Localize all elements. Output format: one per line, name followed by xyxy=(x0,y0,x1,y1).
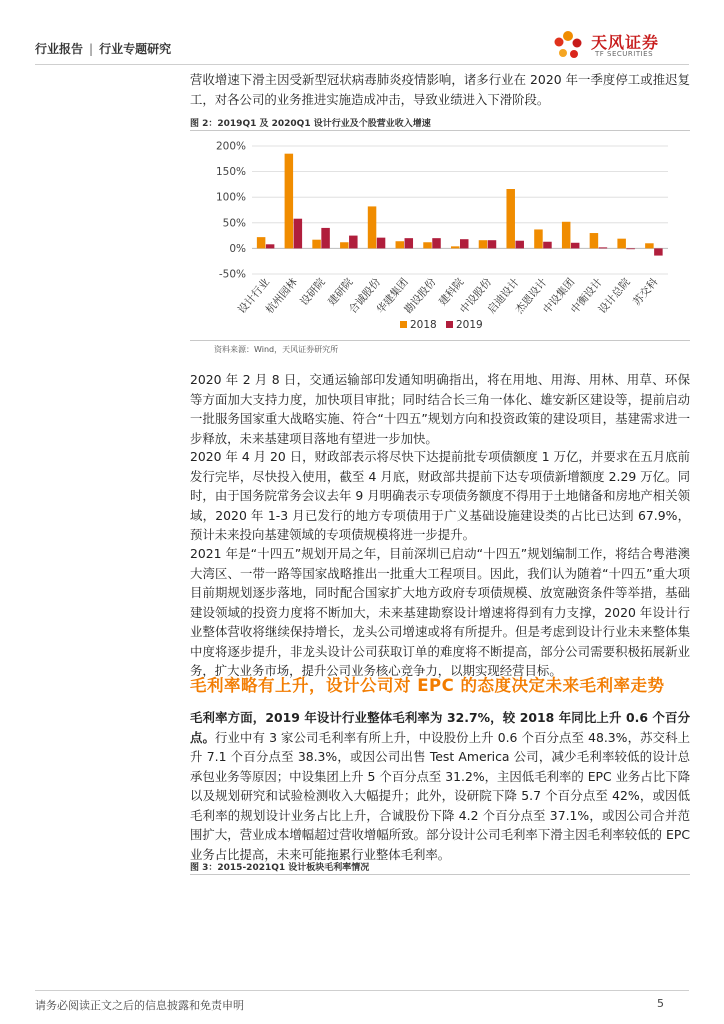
bar-2018-3 xyxy=(340,242,349,248)
paragraph-14th-five-year: 2021 年是“十四五”规划开局之年，目前深圳已启动“十四五”规划编制工作，将结合粤港澳大湾区、一带一路等国家战略推出一批重大工程项目。因此，我们认为随着“十四五”重大项目前期规划逐步落地，同时配合国家扩大地方政府专项债规模、放宽融资条件等举措，基础建设领域的投资力度将不断加大，未来基建勘察设计增速将得到有力支撑，2020 年设计行业整体营收将继续保持增长，龙头公司增速或将有所提升。但是考虑到设计行业未来整体集中度将逐步提升，非龙头设计公司获取订单的难度将不断提高，部分公司需要积极拓展新业务，扩大业务市场，提升公司业务核心竞争力，以期实现经营目标。 xyxy=(190,546,690,678)
bar-2019-3 xyxy=(349,236,358,249)
bar-2018-1 xyxy=(285,154,294,249)
tf-securities-logo xyxy=(549,26,689,62)
bar-2018-11 xyxy=(562,222,571,249)
y-tick-label: 50% xyxy=(222,217,246,230)
x-tick-label: 中设股份 xyxy=(457,276,495,317)
bar-2018-13 xyxy=(617,239,626,249)
x-tick-label: 中设集团 xyxy=(541,276,578,317)
revenue-growth-chart xyxy=(190,132,690,340)
bar-2019-8 xyxy=(488,240,497,248)
x-tick-label: 杰恩设计 xyxy=(513,276,550,317)
figure2-source: 资料来源：Wind，天风证券研究所 xyxy=(214,345,339,354)
legend-label-2018: 2018 xyxy=(410,319,437,331)
bar-2019-12 xyxy=(599,247,608,248)
paragraph-special-bonds: 2020 年 4 月 20 日，财政部表示将尽快下达提前批专项债额度 1 万亿，并要求在五月底前发行完毕，尽快投入使用，截至 4 月底，财政部共提前下达专项债新增额度 2.29 万亿。同时，由于国务院常务会议去年 9 月明确表示专项债务额度不得用于土地储备和房地产相关领域，2020 年 1-3 月已发行的地方专项债用于广义基础设施建设类的占比已达到 67.9%，预计未来投向基建领域的专项债规模将进一步提升。 xyxy=(190,449,690,542)
page-number: 5 xyxy=(657,997,664,1010)
bar-2018-9 xyxy=(506,189,515,248)
x-tick-label: 华建集团 xyxy=(374,276,411,317)
section-title: 毛利率略有上升，设计公司对 EPC 的态度决定未来毛利率走势 xyxy=(190,676,665,695)
bar-2018-6 xyxy=(423,242,432,248)
report-subtype: 行业专题研究 xyxy=(99,42,172,56)
bar-2019-6 xyxy=(432,238,441,248)
y-tick-label: 200% xyxy=(215,140,246,153)
paragraph-gross-margin xyxy=(190,708,690,864)
gross-margin-lead: 毛利率方面，2019 年设计行业整体毛利率为 32.7%，较 2018 年同比上升 0.6 个百分点。 xyxy=(190,710,690,745)
legend-label-2019: 2019 xyxy=(456,319,483,331)
bar-2018-2 xyxy=(312,240,321,249)
bar-2018-0 xyxy=(257,237,266,248)
bar-2019-2 xyxy=(321,228,330,248)
bar-2018-14 xyxy=(645,243,654,248)
footer-disclaimer: 请务必阅读正文之后的信息披露和免责申明 xyxy=(35,999,244,1012)
bar-2018-10 xyxy=(534,229,543,248)
paragraph-transport-ministry: 2020 年 2 月 8 日，交通运输部印发通知明确指出，将在用地、用海、用林、用草、环保等方面加大支持力度，加快项目审批；同时结合长三角一体化、雄安新区建设等，提前启动一批服务国家重大战略实施、符合“十四五”规划方向和投资政策的建设项目，基建需求进一步释放，未来基建项目落地有望进一步加快。 xyxy=(190,372,690,446)
bar-2018-5 xyxy=(396,241,405,248)
bar-2019-0 xyxy=(266,244,275,248)
bar-2019-5 xyxy=(405,238,414,248)
bar-2019-4 xyxy=(377,238,386,249)
x-tick-label: 建研院 xyxy=(325,276,356,309)
legend-swatch-2018 xyxy=(400,321,407,328)
header-divider xyxy=(35,64,689,65)
x-tick-label: 建科院 xyxy=(436,276,467,309)
figure2-top-rule xyxy=(190,130,690,131)
x-tick-label: 苏交科 xyxy=(630,276,661,309)
figure2-title: 图 2：2019Q1 及 2020Q1 设计行业及个股营业收入增速 xyxy=(190,119,431,129)
x-tick-label: 设计总院 xyxy=(596,276,633,317)
intro-paragraph: 营收增速下滑主因受新型冠状病毒肺炎疫情影响，诸多行业在 2020 年一季度停工或推迟复工，对各公司的业务推进实施造成冲击，导致业绩进入下滑阶段。 xyxy=(190,72,690,107)
footer-divider xyxy=(35,990,689,991)
bar-2019-1 xyxy=(294,219,303,249)
header-separator: | xyxy=(89,42,94,56)
bar-2018-12 xyxy=(590,233,599,248)
bar-2019-14 xyxy=(654,248,663,255)
bar-2018-4 xyxy=(368,206,377,248)
x-tick-label: 杭州园林 xyxy=(263,276,300,317)
legend-swatch-2019 xyxy=(446,321,453,328)
figure2-bottom-rule xyxy=(190,340,690,341)
y-tick-label: 0% xyxy=(229,242,246,255)
x-tick-label: 中衡设计 xyxy=(568,276,605,317)
report-header xyxy=(35,40,171,57)
figure3-top-rule xyxy=(190,874,690,875)
bar-2019-10 xyxy=(543,242,552,249)
bar-2018-8 xyxy=(479,240,488,248)
logo-name: 天风证券 xyxy=(591,33,660,52)
x-tick-label: 设计行业 xyxy=(235,276,273,317)
bar-2019-7 xyxy=(460,239,469,248)
x-tick-label: 启迪设计 xyxy=(485,276,522,317)
bar-2019-11 xyxy=(571,243,580,249)
gross-margin-detail: 行业中有 3 家公司毛利率有所上升，中设股份上升 0.6 个百分点至 48.3%，苏交科上升 7.1 个百分点至 38.3%，或因公司出售 Test America 公司，减少毛利率较低的设计总承包业务等原因；中设集团上升 5 个百分点至 31.2%，主因低毛利率的 EPC 业务占比下降以及规划研究和试验检测收入大幅提升；此外，设研院下降 5.7 个百分点至 42%，或因低毛利率的规划设计业务占比上升，合诚股份下降 4.2 个百分点至 37.1%，或因公司合并范围扩大，营业成本增幅超过营收增幅所致。部分设计公司毛利率下滑主因毛利率较低的 EPC 业务占比提高，未来可能拖累行业整体毛利率。 xyxy=(190,729,690,862)
y-tick-label: 100% xyxy=(215,191,246,204)
bar-2019-13 xyxy=(626,248,635,249)
x-tick-label: 合诚股份 xyxy=(346,276,384,317)
x-tick-label: 勘设股份 xyxy=(402,276,439,317)
bar-2019-9 xyxy=(515,241,524,249)
x-tick-label: 设研院 xyxy=(298,276,328,309)
figure3-title: 图 3：2015-2021Q1 设计板块毛利率情况 xyxy=(190,863,370,873)
bar-2018-7 xyxy=(451,246,460,248)
y-tick-label: -50% xyxy=(218,268,246,281)
y-tick-label: 150% xyxy=(215,166,246,179)
logo-subtitle: TF SECURITIES xyxy=(595,50,654,58)
report-type: 行业报告 xyxy=(35,42,84,56)
logo-flower-icon xyxy=(549,26,587,62)
